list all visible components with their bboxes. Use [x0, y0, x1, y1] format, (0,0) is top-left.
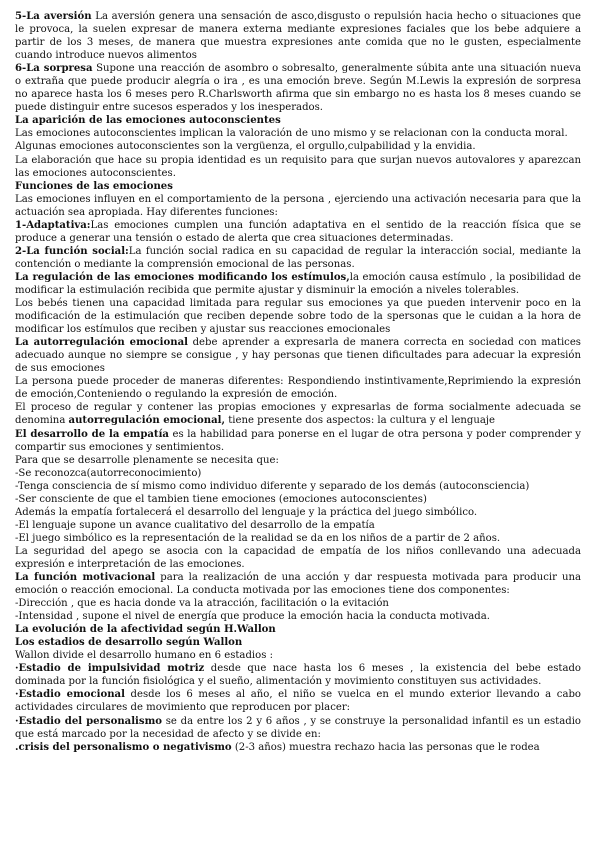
paragraph-direccion: [15, 597, 581, 610]
paragraph-text: la emoción causa estímulo , la posibilidad de modificar la estimulación recibida que permite ajustar y disminuir la emoción a niveles tolerables.: [15, 271, 581, 296]
bold-term: ·Estadio emocional: [15, 689, 125, 701]
paragraph-estadio-emocional: [15, 688, 581, 714]
paragraph-wallon-intro: [15, 649, 581, 662]
bold-term: ·Estadio del personalismo: [15, 715, 162, 727]
bold-term: 2-La función social:: [15, 245, 129, 257]
paragraph-text: -El juego simbólico es la representación de la realidad se da en los niños de a partir de 2 años.: [15, 532, 501, 544]
bold-term: El desarrollo de la empatía: [15, 428, 169, 440]
paragraph-motivacional: [15, 571, 581, 597]
paragraph-text: Algunas emociones autoconscientes son la vergüenza, el orgullo,culpabilidad y la envidia.: [15, 141, 476, 153]
paragraph-text: desde que nace hasta los 6 meses , la existencia del bebe estado dominada por la función fisiológica y el sueño, alimentación y movimiento constituyen sus actividades.: [15, 663, 581, 688]
paragraph-empatia-req: [15, 454, 581, 467]
paragraph-text: tiene presente dos aspectos: la cultura y el lenguaje: [225, 415, 495, 427]
bold-term: 5-La aversión: [15, 11, 92, 22]
paragraph-text: -El lenguaje supone un avance cualitativo del desarrollo de la empatía: [15, 519, 375, 531]
paragraph-empatia: [15, 428, 581, 454]
paragraph-text: La elaboración que hace su propia identidad es un requisito para que surjan nuevos autovalores y aparezcan las emociones autoconscientes.: [15, 154, 581, 179]
paragraph-empatia-lenguaje: [15, 506, 581, 519]
paragraph-text: Las emociones autoconscientes implican la valoración de uno mismo y se relacionan con la conducta moral.: [15, 128, 568, 140]
paragraph-text: desde los 6 meses al año, el niño se vuelca en el mundo exterior llevando a cabo actividades circulares de movimiento que reproducen por placer:: [15, 689, 581, 714]
section-heading-h-wallon-1: [15, 623, 581, 636]
paragraph-text: (2-3 años) muestra rechazo hacia las personas que le rodea: [231, 741, 540, 753]
paragraph-text: debe aprender a expresarla de manera correcta en sociedad con matices adecuado aunque no siempre se consigue , y hay personas que tienen dificultades para adecuar la expresión de sus emociones: [15, 337, 581, 375]
paragraph-text: La seguridad del apego se asocia con la capacidad de empatía de los niños conllevando una adecuada expresión e interpretación de las emociones.: [15, 545, 581, 570]
paragraph-regulacion: [15, 271, 581, 297]
paragraph-autoconscientes-3: [15, 154, 581, 180]
paragraph-autorregulacion: [15, 336, 581, 375]
paragraph-req-2: [15, 480, 581, 493]
paragraph-text: -Dirección , que es hacia donde va la atracción, facilitación o la evitación: [15, 598, 389, 610]
bold-term: ·Estadio de impulsividad motriz: [15, 663, 205, 675]
bold-term: autorregulación emocional,: [68, 415, 225, 427]
paragraph-text: La función social radica en su capacidad de regular la interacción social, mediante la contención o mediante la comprensión emocional de las personas.: [15, 245, 581, 270]
paragraph-apego: [15, 545, 581, 571]
paragraph-text: Para que se desarrolle plenamente se necesita que:: [15, 454, 279, 466]
section-heading-h-wallon-2: [15, 636, 581, 649]
paragraph-text: Los bebés tienen una capacidad limitada para regular sus emociones ya que pueden intervenir poco en la modificación de la estimulación que reciben depende sobre todo de la spersonas que le cuidan a la hora de modificar los estímulos que reciben y ajustar sus reacciones emocionales: [15, 298, 581, 336]
paragraph-text: El proceso de regular y contener las propias emociones y expresarlas de forma socialmente adecuada se denomina: [15, 402, 581, 427]
paragraph-aversion: [15, 10, 581, 62]
paragraph-text: La aparición de las emociones autoconscientes: [15, 115, 281, 127]
paragraph-autoconscientes-2: [15, 140, 581, 153]
paragraph-text: es la habilidad para ponerse en el lugar de otra persona y poder comprender y compartir sus emociones y sentimientos.: [15, 428, 581, 453]
paragraph-funcion-social: [15, 245, 581, 271]
paragraph-text: Además la empatía fortalecerá el desarrollo del lenguaje y la práctica del juego simbólico.: [15, 506, 478, 518]
paragraph-text: Supone una reacción de asombro o sobresalto, generalmente súbita ante una situación nueva o extraña que puede producir alegría o ira , es una emoción breve. Según M.Lewis la expresión de sorpresa no aparece hasta los 6 meses pero R.Charlsworth afirma que sin embargo no es hasta los 8 meses cuando se puede distinguir entre sucesos esperados y los inesperados.: [15, 63, 581, 114]
bold-term: La función motivacional: [15, 572, 156, 584]
bold-term: 6-La sorpresa: [15, 63, 93, 75]
bold-term: La regulación de las emociones modificando los estímulos,: [15, 271, 350, 283]
paragraph-lenguaje-1: [15, 519, 581, 532]
paragraph-funcion-adaptativa: [15, 219, 581, 245]
paragraph-text: Wallon divide el desarrollo humano en 6 estadios :: [15, 650, 274, 662]
paragraph-text: -Se reconozca(autorreconocimiento): [15, 467, 202, 479]
bold-term: 1-Adaptativa:: [15, 219, 91, 231]
paragraph-text: La persona puede proceder de maneras diferentes: Respondiendo instintivamente,Reprimiendo la expresión de emoción,Conteniendo o regulando la expresión de emoción.: [15, 376, 581, 401]
paragraph-text: Los estadios de desarrollo según Wallon: [15, 637, 243, 649]
paragraph-intensidad: [15, 610, 581, 623]
paragraph-text: Funciones de las emociones: [15, 180, 173, 192]
paragraph-req-3: [15, 493, 581, 506]
paragraph-text: -Ser consciente de que el tambien tiene emociones (emociones autoconscientes): [15, 493, 427, 505]
paragraph-text: La aversión genera una sensación de asco,disgusto o repulsión hacia hecho o situaciones que le provoca, la suelen expresar de manera externa mediante expresiones faciales que los bebe adquiere a partir de los 3 meses, de manera que muestra expresiones ante comida que no le gusten, especialmente cuando introduce nuevos alimentos: [15, 11, 581, 62]
paragraph-text: La evolución de la afectividad según H.Wallon: [15, 624, 276, 636]
paragraph-text: -Intensidad , supone el nivel de energía que produce la emoción hacia la conducta motivada.: [15, 611, 490, 623]
bold-term: .crisis del personalismo o negativismo: [15, 741, 232, 753]
paragraph-autoconscientes-1: [15, 127, 581, 140]
paragraph-maneras: [15, 375, 581, 401]
paragraph-text: se da entre los 2 y 6 años , y se construye la personalidad infantil es un estadio que está marcado por la necesidad de afecto y se divide en:: [15, 715, 581, 740]
section-heading-h-funciones: [15, 180, 581, 193]
paragraph-sorpresa: [15, 62, 581, 114]
bold-term: La autorregulación emocional: [15, 337, 188, 349]
paragraph-bebes: [15, 297, 581, 336]
paragraph-estadio-personalismo: [15, 715, 581, 741]
paragraph-proceso: [15, 401, 581, 427]
paragraph-text: Las emociones cumplen una función adaptativa en el sentido de la reacción física que se produce a generar una tensión o estado de alerta que crea situaciones determinadas.: [15, 219, 581, 244]
paragraph-funciones-intro: [15, 193, 581, 219]
paragraph-req-1: [15, 467, 581, 480]
section-heading-h-autoconscientes: [15, 114, 581, 127]
paragraph-lenguaje-2: [15, 532, 581, 545]
paragraph-estadio-impulsividad: [15, 662, 581, 688]
paragraph-text: para la realización de una acción y dar respuesta motivada para producir una emoción o reacción emocional. La conducta motivada por las emociones tiene dos componentes:: [15, 572, 581, 597]
paragraph-text: -Tenga consciencia de sí mismo como individuo diferente y separado de los demás (autoconsciencia): [15, 480, 530, 492]
paragraph-text: Las emociones influyen en el comportamiento de la persona , ejerciendo una activación necesaria para que la actuación sea apropiada. Hay diferentes funciones:: [15, 193, 581, 218]
paragraph-crisis: [15, 741, 581, 754]
